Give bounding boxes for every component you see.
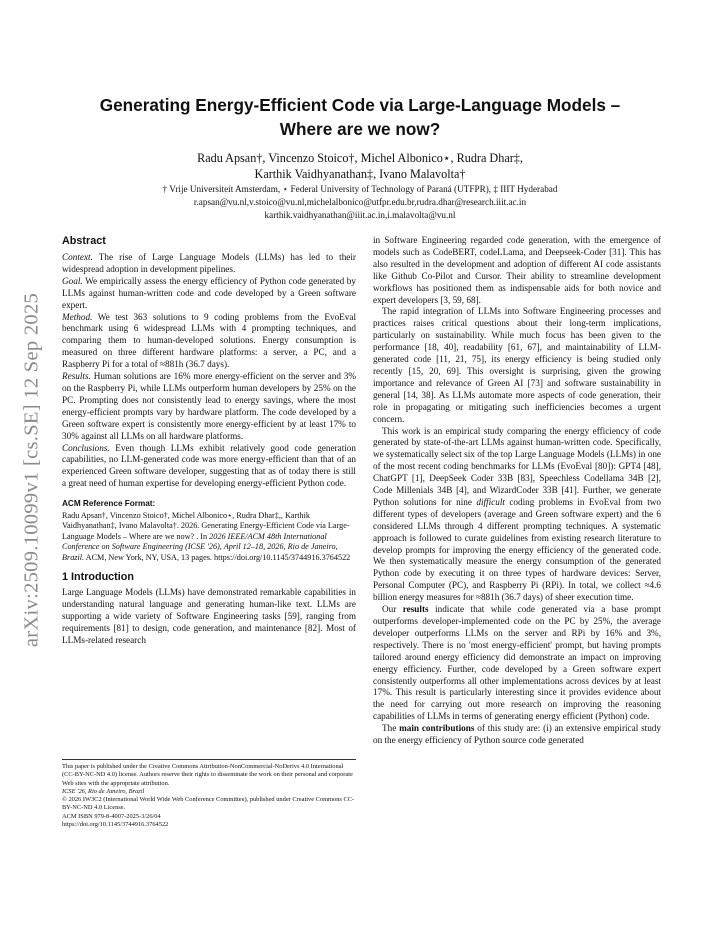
abstract-goal: Goal. We empirically assess the energy efficiency of Python code generated by LLMs against human-written code and code developed by a Green software expert. bbox=[62, 275, 356, 310]
affiliations: † Vrije Universiteit Amsterdam, ⋆ Federal University of Technology of Paraná (UTFPR), ‡ IIIT Hyderabad r.apsan@vu.nl,v.stoico@vu.nl,michelalbonico@utfpr.edu.br,rudra.dhar@research.iiit.ac.in karthik.vaidhyanathan@iiit.ac.in,i.malavolta@vu.nl bbox=[60, 183, 660, 222]
email-line: r.apsan@vu.nl,v.stoico@vu.nl,michelalbonico@utfpr.edu.br,rudra.dhar@research.iiit.ac.in bbox=[193, 197, 527, 207]
footnote-doi-link[interactable]: https://doi.org/10.1145/3744916.3764522 bbox=[62, 821, 169, 829]
body-paragraph: The main contributions of this study are: (i) an extensive empirical study on the energy efficiency of Python source code generated bbox=[373, 723, 661, 746]
abstract bbox=[62, 235, 356, 490]
body-paragraph: This work is an empirical study comparing the energy efficiency of code generated by state-of-the-art LLMs against human-written code. Specifically, we systematically select six of the top Large Language Models (LLMs) in one of the most recent coding benchmarks for LLMs (EvoEval [80]): GPT4 [48], ChatGPT [1], DeepSeek Coder 33B [83], Speechless Codellama 34B [2], Code Millenials 34B [4], and WizardCoder 33B [41]. Further, we generate Python solutions for nine difficult coding problems in EvoEval from two different types of developers (average and Green software expert) and the 6 considered LLMs through 4 different prompting techniques. A systematic approach is followed to curate guidelines from existing research literature to develop prompts for improving the energy efficiency of the generated code. We then systematically measure the energy consumption of the generated Python code by executing it on three types of hardware devices: Server, Personal Computer (PC), and Raspberry Pi (RPi). In total, we collect ≈4.6 billion energy measures for ≈881h (36.7 days) of sheer execution time. bbox=[373, 425, 661, 603]
abstract-method: Method. We test 363 solutions to 9 coding problems from the EvoEval benchmark using 6 widespread LLMs with 4 prompting techniques, and comparing them to human-developed solutions. Energy consumption is measured on three different hardware platforms: a server, a PC, and a Raspberry Pi for a total of ≈881h (36.7 days). bbox=[62, 311, 356, 370]
abstract-conclusions: Conclusions. Even though LLMs exhibit relatively good code generation capabilities, no LLM-generated code was more energy-efficient than that of an experienced Green software developer, suggesting that as of today there is still a great need of human expertise for developing energy-efficient Python code. bbox=[62, 442, 356, 489]
author-list: Radu Apsan†, Vincenzo Stoico†, Michel Albonico⋆, Rudra Dhar‡, Karthik Vaidhyanathan‡, Ivano Malavolta† bbox=[197, 151, 523, 181]
introduction-section bbox=[62, 571, 356, 647]
left-column bbox=[62, 235, 356, 647]
doi-link[interactable]: ACM, New York, NY, USA, 13 pages. https://doi.org/10.1145/3744916.3764522 bbox=[84, 552, 351, 562]
intro-paragraph: Large Language Models (LLMs) have demonstrated remarkable capabilities in understanding natural language and generating human-like text. LLMs are supporting a wide variety of Software Engineering tasks [59], ranging from requirements [81] to design, code generation, and maintenance [82]. Most of LLMs-related research bbox=[62, 587, 356, 645]
email-line: karthik.vaidhyanathan@iiit.ac.in,i.malavolta@vu.nl bbox=[264, 210, 456, 220]
acm-reference: ACM Reference Format: Radu Apsan†, Vincenzo Stoico†, Michel Albonico⋆, Rudra Dhar‡,, Karthik Vaidhyanathan‡, Ivano Malavolta†. 2026. Generating Energy-Efficient Code via Large-Language Models – Where are we now? . In 2026 IEEE/ACM 48th International Conference on Software Engineering (ICSE '26), April 12–18, 2026, Rio de Janeiro, Brazil. ACM, New York, NY, USA, 13 pages. https://doi.org/10.1145/3744916.3764522 bbox=[62, 498, 356, 563]
section-heading-introduction: 1 Introduction bbox=[62, 571, 134, 584]
body-paragraph: in Software Engineering regarded code generation, with the emergence of models such as CodeBERT, codeLLama, and Deepseek-Coder [31]. This has also resulted in the development and adoption of different AI code assistants like Github Co-Pilot and Cursor. Their ability to streamline development workflows has positioned them as indispensable aids for both novice and expert developers [3, 59, 68]. bbox=[373, 235, 661, 305]
abstract-heading: Abstract bbox=[62, 235, 106, 247]
body-paragraph: The rapid integration of LLMs into Software Engineering processes and practices raises critical questions about their long-term implications, particularly on sustainability. While much focus has been given to the performance [18, 40], readability [61, 67], and maintainability of LLM-generated code [11, 21, 75], its energy efficiency is being studied only recently [15, 20, 69]. This oversight is surprising, given the growing importance and relevance of Green AI [73] and software sustainability in general [14, 38]. As LLMs automate more aspects of code generation, their role in propagating or mitigating such inefficiencies becomes a urgent concern. bbox=[373, 306, 661, 424]
arxiv-identifier: arXiv:2509.10099v1 [cs.SE] 12 Sep 2025 bbox=[20, 292, 43, 648]
footnote: This paper is published under the Creative Commons Attribution-NonCommercial-NoDerivs 4.0 International (CC-BY-NC-ND 4.0) license. Authors reserve their rights to disseminate the work on their personal and corporate Web sites with the appropriate attribution. ICSE '26, Rio de Janeiro, Brazil © 2026 IW3C2 (International World Wide Web Conference Committee), published under Creative Commons CC-BY-NC-ND 4.0 License. ACM ISBN 979-8-4007-2025-3/26/04 https://doi.org/10.1145/3744916.3764522 bbox=[62, 759, 356, 829]
body-paragraph: Our results indicate that while code generated via a base prompt outperforms developer-implemented code on the PC by 25%, the average developer outperforms LLMs on the server and RPi by 16% and 3%, respectively. There is no 'most energy-efficient' prompt, but having prompts tailored around energy efficiency did demonstrate an impact on improving energy efficiency. Further, code developed by a Green software expert consistently outperforms all other implementations across devices by at least 17%. This result is particularly interesting since it provides evidence about the need for carrying out more research on improving the reasoning capabilities of LLMs in terms of generating energy efficient (Python) code. bbox=[373, 604, 662, 722]
paper-title: Generating Energy-Efficient Code via Large-Language Models – Where are we now? bbox=[99, 95, 621, 139]
acm-heading: ACM Reference Format: bbox=[62, 499, 156, 509]
right-column bbox=[373, 235, 661, 747]
abstract-results: Results. Human solutions are 16% more energy-efficient on the server and 3% on the Raspberry Pi, while LLMs outperform human developers by 25% on the PC. Prompting does not consistently lead to energy savings, where the most energy-efficient prompts vary by hardware platform. The code developed by a Green software expert is consistently more energy-efficient by at least 17% to 30% against all LLMs on all hardware platforms. bbox=[62, 371, 356, 441]
abstract-context: Context. The rise of Large Language Models (LLMs) has led to their widespread adoption in development pipelines. bbox=[62, 252, 356, 274]
license-text: This paper is published under the Creative Commons Attribution-NonCommercial-NoDerivs 4.0 International (CC-BY-NC-ND 4.0) license. Authors reserve their rights to disseminate the work on their personal and corporate Web sites with the appropriate attribution. bbox=[62, 763, 353, 787]
